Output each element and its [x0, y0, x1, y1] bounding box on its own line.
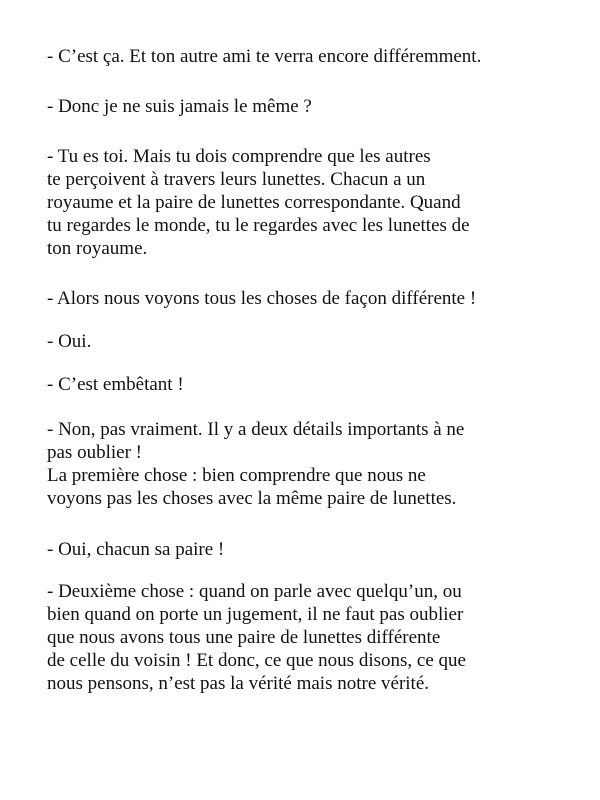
paragraph-3 [47, 145, 470, 260]
paragraph-8 [47, 538, 224, 561]
text-line: - Oui. [47, 331, 92, 352]
paragraph-1 [47, 45, 481, 68]
paragraph-2 [47, 95, 312, 118]
text-line: - C’est ça. Et ton autre ami te verra encore différemment. [47, 46, 482, 67]
text-line: - Non, pas vraiment. Il y a deux détails importants à ne [47, 419, 465, 440]
paragraph-4 [47, 287, 476, 310]
text-line: tu regardes le monde, tu le regardes avec les lunettes de [47, 215, 470, 236]
text-line: ton royaume. [47, 238, 148, 259]
paragraph-9 [47, 580, 466, 695]
paragraph-5 [47, 330, 91, 353]
text-line: - C’est embêtant ! [47, 374, 184, 395]
paragraph-7 [47, 418, 464, 510]
text-line: pas oublier ! [47, 442, 142, 463]
text-line: - Tu es toi. Mais tu dois comprendre que les autres [47, 146, 431, 167]
text-line: voyons pas les choses avec la même paire de lunettes. [47, 488, 457, 509]
text-line: La première chose : bien comprendre que nous ne [47, 465, 426, 486]
text-line: - Oui, chacun sa paire ! [47, 539, 225, 560]
paragraph-6 [47, 373, 184, 396]
text-line: royaume et la paire de lunettes correspondante. Quand [47, 192, 461, 213]
text-line: - Alors nous voyons tous les choses de façon différente ! [47, 288, 477, 309]
text-line: te perçoivent à travers leurs lunettes. Chacun a un [47, 169, 426, 190]
text-line: bien quand on porte un jugement, il ne faut pas oublier [47, 604, 464, 625]
text-line: - Donc je ne suis jamais le même ? [47, 96, 312, 117]
text-line: - Deuxième chose : quand on parle avec quelqu’un, ou [47, 581, 462, 602]
text-line: que nous avons tous une paire de lunettes différente [47, 627, 441, 648]
text-line: nous pensons, n’est pas la vérité mais notre vérité. [47, 673, 430, 694]
text-line: de celle du voisin ! Et donc, ce que nous disons, ce que [47, 650, 466, 671]
